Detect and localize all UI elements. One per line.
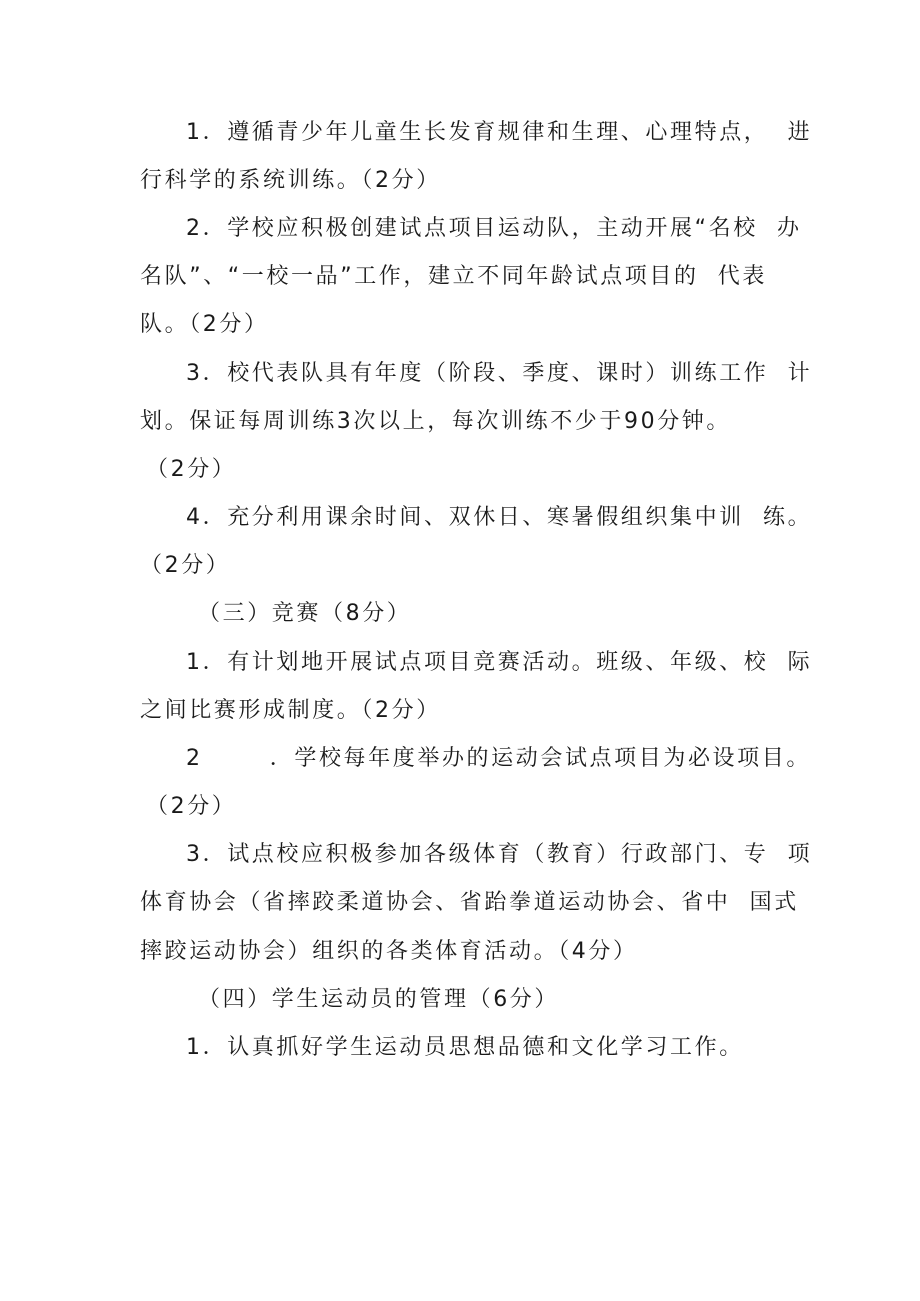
paragraph-line: 1．认真抓好学生运动员思想品德和文化学习工作。: [186, 1035, 744, 1060]
section-heading: （四）学生运动员的管理（6分）: [198, 987, 559, 1012]
section-heading: （三）竞赛（8分）: [198, 601, 412, 626]
paragraph-line: 队。（2分）: [140, 312, 269, 337]
paragraph-line: （2分）: [146, 794, 237, 819]
paragraph-line: 2 ．学校每年度举办的运动会试点项目为必设项目。: [186, 746, 811, 771]
paragraph-line: 摔跤运动协会）组织的各类体育活动。（4分）: [140, 939, 638, 964]
paragraph-line: 体育协会（省摔跤柔道协会、省跆拳道运动协会、省中 国式: [140, 890, 799, 915]
paragraph-line: （2分）: [140, 553, 231, 578]
paragraph-line: 4．充分利用课余时间、双休日、寒暑假组织集中训 练。: [186, 505, 813, 530]
paragraph-line: 行科学的系统训练。（2分）: [140, 168, 441, 193]
paragraph-line: （2分）: [146, 457, 237, 482]
paragraph-line: 名队”、“一校一品”工作，建立不同年龄试点项目的 代表: [140, 264, 767, 289]
paragraph-line: 之间比赛形成制度。（2分）: [140, 698, 441, 723]
paragraph-line: 1．有计划地开展试点项目竞赛活动。班级、年级、校 际: [186, 650, 813, 675]
paragraph-line: 1．遵循青少年儿童生长发育规律和生理、心理特点， 进: [186, 120, 813, 145]
paragraph-line: 划。保证每周训练3次以上，每次训练不少于90分钟。: [140, 409, 731, 434]
paragraph-line: 3．校代表队具有年度（阶段、季度、课时）训练工作 计: [186, 361, 813, 386]
paragraph-line: 3．试点校应积极参加各级体育（教育）行政部门、专 项: [186, 842, 813, 867]
paragraph-line: 2．学校应积极创建试点项目运动队，主动开展“名校 办: [186, 216, 802, 241]
